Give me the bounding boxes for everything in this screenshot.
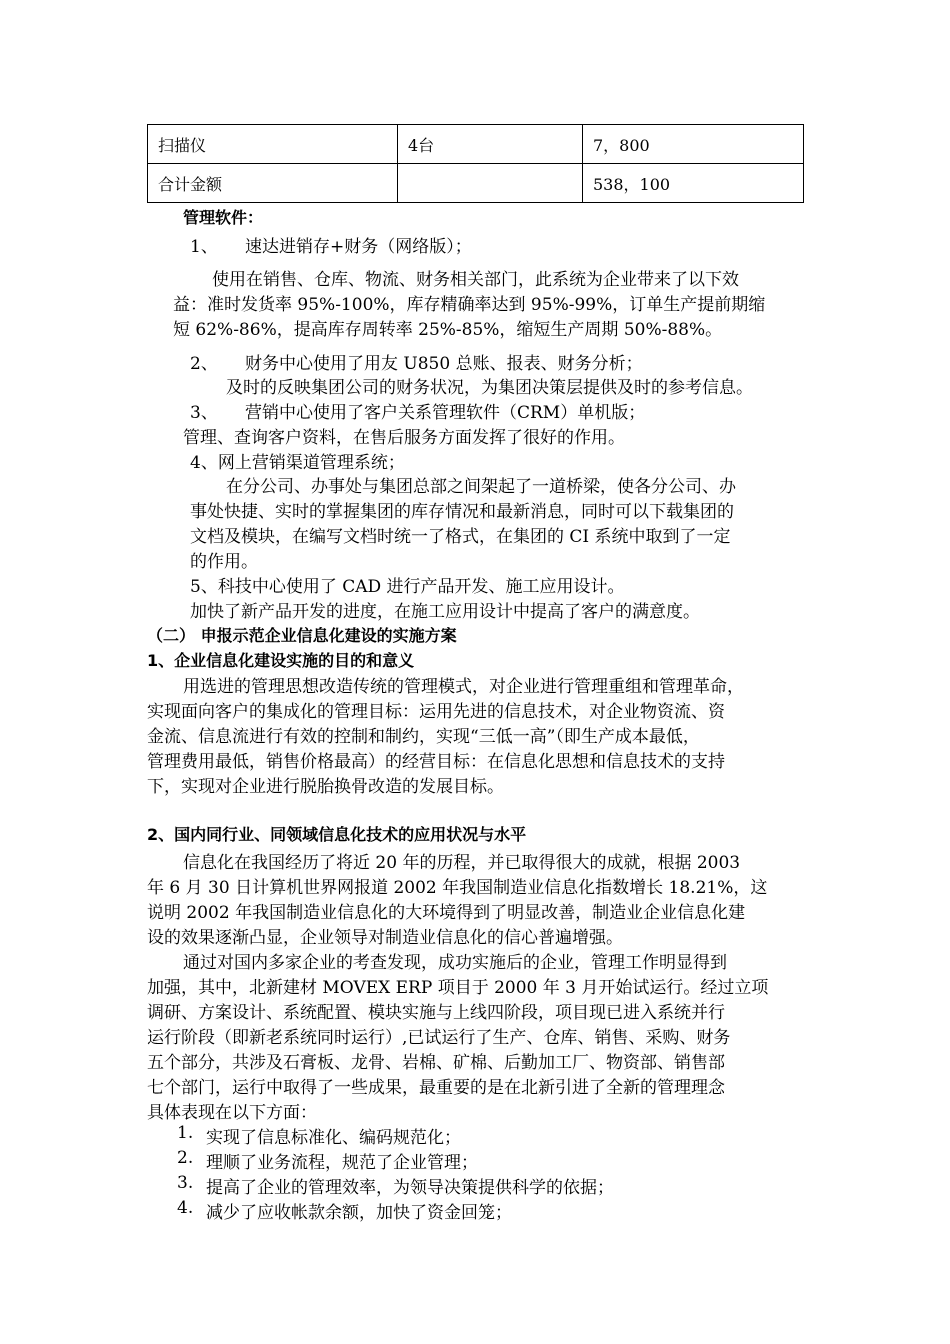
list-item: 理顺了业务流程，规范了企业管理； (206, 1153, 478, 1173)
sub2-paragraph2-line: 具体表现在以下方面： (147, 1103, 317, 1123)
item2-title: 财务中心使用了用友 U850 总账、报表、财务分析； (245, 354, 643, 374)
sub2-paragraph2-line: 通过对国内多家企业的考查发现，成功实施后的企业，管理工作明显得到 (183, 953, 727, 973)
subsection-heading-2: 2、国内同行业、同领域信息化技术的应用状况与水平 (147, 825, 527, 844)
item5-title: 5、科技中心使用了 CAD 进行产品开发、施工应用设计。 (190, 577, 625, 597)
sub2-paragraph1-line: 说明 2002 年我国制造业信息化的大环境得到了明显改善，制造业企业信息化建 (147, 903, 746, 923)
item2-desc: 及时的反映集团公司的财务状况，为集团决策层提供及时的参考信息。 (226, 378, 753, 398)
item3-desc: 管理、查询客户资料，在售后服务方面发挥了很好的作用。 (183, 428, 625, 448)
section-heading: （二） 申报示范企业信息化建设的实施方案 (147, 626, 457, 645)
table-row (148, 164, 804, 203)
list-item-number: 2. (177, 1148, 194, 1168)
table-cell: 合计金额 (148, 164, 398, 203)
item5-desc: 加快了新产品开发的进度，在施工应用设计中提高了客户的满意度。 (190, 602, 700, 622)
table-cell (398, 164, 583, 203)
item1-desc-line: 益：准时发货率 95%-100%，库存精确率达到 95%-99%，订单生产提前期缩 (173, 295, 766, 315)
item3-number: 3、 (190, 403, 218, 423)
table-row (148, 125, 804, 164)
item4-desc-line: 文档及模块，在编写文档时统一了格式，在集团的 CI 系统中取到了一定 (190, 527, 731, 547)
sub1-paragraph-line: 管理费用最低，销售价格最高）的经营目标：在信息化思想和信息技术的支持 (147, 752, 725, 772)
sub1-paragraph-line: 实现面向客户的集成化的管理目标：运用先进的信息技术，对企业物资流、资 (147, 702, 725, 722)
sub1-paragraph-line: 用选进的管理思想改造传统的管理模式，对企业进行管理重组和管理革命， (183, 677, 744, 697)
table-cell: 扫描仪 (148, 125, 398, 164)
item4-title: 4、网上营销渠道管理系统； (190, 453, 405, 473)
sub2-paragraph2-line: 加强，其中，北新建材 MOVEX ERP 项目于 2000 年 3 月开始试运行。经过立项 (147, 978, 769, 998)
sub2-paragraph1-line: 年 6 月 30 日计算机世界网报道 2002 年我国制造业信息化指数增长 18.21%，这 (147, 878, 768, 898)
item1-desc-line: 短 62%-86%，提高库存周转率 25%-85%，缩短生产周期 50%-88%。 (173, 320, 723, 340)
item3-title: 营销中心使用了客户关系管理软件（CRM）单机版； (245, 403, 646, 423)
sub2-paragraph1-line: 设的效果逐渐凸显，企业领导对制造业信息化的信心普遍增强。 (147, 928, 623, 948)
sub2-paragraph2-line: 调研、方案设计、系统配置、模块实施与上线四阶段，项目现已进入系统并行 (147, 1003, 725, 1023)
item4-desc-line: 的作用。 (190, 552, 258, 572)
table-cell: 4台 (398, 125, 583, 164)
item4-desc-line: 事处快捷、实时的掌握集团的库存情况和最新消息，同时可以下载集团的 (190, 502, 734, 522)
list-item-number: 4. (177, 1198, 194, 1218)
list-item: 减少了应收帐款余额，加快了资金回笼； (206, 1203, 512, 1223)
item1-title: 速达进销存+财务（网络版）； (245, 237, 472, 257)
table-cell: 7，800 (583, 125, 804, 164)
list-item: 提高了企业的管理效率，为领导决策提供科学的依据； (206, 1178, 614, 1198)
sub2-paragraph1-line: 信息化在我国经历了将近 20 年的历程，并已取得很大的成就，根据 2003 (183, 853, 741, 873)
item4-desc-line: 在分公司、办事处与集团总部之间架起了一道桥梁，使各分公司、办 (226, 477, 736, 497)
sub2-paragraph2-line: 运行阶段（即新老系统同时运行）,已试运行了生产、仓库、销售、采购、财务 (147, 1028, 731, 1048)
list-item: 实现了信息标准化、编码规范化； (206, 1128, 461, 1148)
item1-desc-line: 使用在销售、仓库、物流、财务相关部门，此系统为企业带来了以下效 (212, 270, 739, 290)
software-heading: 管理软件： (183, 208, 264, 227)
sub1-paragraph-line: 下，实现对企业进行脱胎换骨改造的发展目标。 (147, 777, 504, 797)
table-cell: 538，100 (583, 164, 804, 203)
item2-number: 2、 (190, 354, 218, 374)
list-item-number: 1. (177, 1123, 194, 1143)
sub1-paragraph-line: 金流、信息流进行有效的控制和制约，实现“三低一高”（即生产成本最低， (147, 727, 700, 747)
equipment-table (147, 124, 804, 203)
sub2-paragraph2-line: 五个部分，共涉及石膏板、龙骨、岩棉、矿棉、后勤加工厂、物资部、销售部 (147, 1053, 725, 1073)
item1-number: 1、 (190, 237, 218, 257)
list-item-number: 3. (177, 1173, 194, 1193)
sub2-paragraph2-line: 七个部门，运行中取得了一些成果，最重要的是在北新引进了全新的管理理念 (147, 1078, 725, 1098)
subsection-heading-1: 1、企业信息化建设实施的目的和意义 (147, 651, 415, 670)
